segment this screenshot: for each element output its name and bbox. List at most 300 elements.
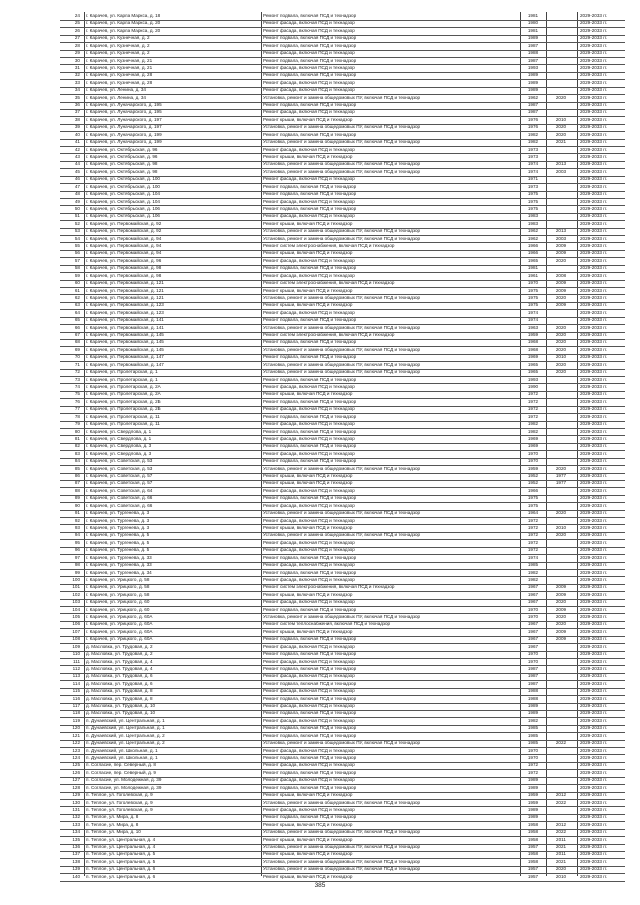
address-cell: г. Карачев, ул. Октябрьская, д. 104 <box>86 191 160 197</box>
year-built-cell: 1988 <box>527 688 539 694</box>
address-cell: г. Карачев, ул. Первомайская, д. 123 <box>86 309 164 315</box>
row-number: 84 <box>74 458 80 464</box>
address-cell: д. Масловка, ул. Трудовая, д. 2 <box>86 651 153 657</box>
row-number: 52 <box>74 220 80 226</box>
row-number: 44 <box>74 161 80 167</box>
row-number: 37 <box>74 109 80 115</box>
row-number: 75 <box>74 391 80 397</box>
year-built-cell: 1963 <box>527 324 539 330</box>
year-built-cell: 1987 <box>527 680 539 686</box>
row-number: 71 <box>74 361 80 367</box>
row-number: 86 <box>74 473 80 479</box>
planned-period-cell: 2029-2033 гг. <box>580 20 608 26</box>
planned-period-cell: 2029-2033 гг. <box>580 57 608 63</box>
year-built-cell: 1975 <box>527 287 539 293</box>
planned-period-cell: 2029-2033 гг. <box>580 658 608 664</box>
year-built-cell: 1972 <box>527 547 539 553</box>
address-cell: г. Карачев, ул. Луначарского, д. 197 <box>86 124 162 130</box>
work-type-cell: Установка, ремонт и замена общедомовых ПУ, включая ПСД и технадзор <box>263 866 421 872</box>
planned-period-cell: 2029-2033 гг. <box>580 324 608 330</box>
address-cell: г. Карачев, ул. Тургенева, д. 3 <box>86 524 150 530</box>
row-number: 36 <box>74 102 80 108</box>
work-type-cell: Ремонт фасада, включая ПСД и технадзор <box>263 257 355 263</box>
address-cell: г. Карачев, ул. Октябрьская, д. 96 <box>86 146 158 152</box>
last-repair-year-cell: 2020 <box>555 332 567 338</box>
year-built-cell: 1989 <box>527 777 539 783</box>
planned-period-cell: 2029-2033 гг. <box>580 844 608 850</box>
work-type-cell: Ремонт подвала, включая ПСД и технадзор <box>263 131 357 137</box>
planned-period-cell: 2029-2033 гг. <box>580 131 608 137</box>
address-cell: г. Карачев, ул. Октябрьская, д. 100 <box>86 176 160 182</box>
year-built-cell: 1968 <box>527 346 539 352</box>
address-cell: д. Масловка, ул. Трудовая, д. 6 <box>86 673 153 679</box>
address-cell: г. Карачев, ул. Советская, д. 66 <box>86 495 153 501</box>
work-type-cell: Ремонт фасада, включая ПСД и технадзор <box>263 64 355 70</box>
year-built-cell: 1989 <box>527 35 539 41</box>
address-cell: г. Карачев, ул. Советская, д. 66 <box>86 502 153 508</box>
year-built-cell: 1982 <box>527 576 539 582</box>
work-type-cell: Ремонт подвала, включая ПСД и технадзор <box>263 710 357 716</box>
planned-period-cell: 2029-2033 гг. <box>580 495 608 501</box>
address-cell: п. Дунаевский, ул. Центральная, д. 1 <box>86 725 165 731</box>
address-cell: г. Карачев, ул. Ленина, д. 34 <box>86 94 146 100</box>
address-cell: г. Карачев, ул. Урицкого, д. 60А <box>86 636 153 642</box>
row-number: 26 <box>74 27 80 33</box>
planned-period-cell: 2029-2033 гг. <box>580 287 608 293</box>
planned-period-cell: 2029-2033 гг. <box>580 524 608 530</box>
address-cell: п. Дунаевский, ул. Школьная, д. 1 <box>86 755 158 760</box>
row-number: 54 <box>74 235 80 241</box>
last-repair-year-cell: 1977 <box>555 480 567 486</box>
year-built-cell: 1989 <box>527 806 539 812</box>
planned-period-cell: 2029-2033 гг. <box>580 146 608 152</box>
last-repair-year-cell: 2020 <box>555 599 567 605</box>
address-cell: д. Масловка, ул. Трудовая, д. 4 <box>86 658 153 664</box>
work-type-cell: Ремонт фасада, включая ПСД и технадзор <box>263 309 355 315</box>
last-repair-year-cell: 2022 <box>555 740 567 746</box>
row-number: 67 <box>74 332 80 338</box>
row-number: 135 <box>72 836 80 842</box>
row-number: 94 <box>74 532 80 538</box>
work-type-cell: Ремонт фасада, включая ПСД и технадзор <box>263 79 355 85</box>
last-repair-year-cell: 2020 <box>555 361 567 367</box>
address-cell: г. Карачев, ул. Октябрьская, д. 98 <box>86 161 158 167</box>
work-type-cell: Ремонт подвала, включая ПСД и технадзор <box>263 814 357 820</box>
planned-period-cell: 2029-2033 гг. <box>580 369 608 375</box>
work-type-cell: Ремонт фасада, включая ПСД и технадзор <box>263 688 355 694</box>
row-number: 61 <box>74 287 80 293</box>
planned-period-cell: 2029-2033 гг. <box>580 235 608 241</box>
work-type-cell: Ремонт фасада, включая ПСД и технадзор <box>263 87 355 93</box>
row-number: 59 <box>74 272 80 278</box>
year-built-cell: 1982 <box>527 569 539 575</box>
work-type-cell: Установка, ремонт и замена общедомовых ПУ, включая ПСД и технадзор <box>263 124 421 130</box>
row-number: 91 <box>74 510 80 516</box>
last-repair-year-cell: 2020 <box>555 94 567 100</box>
planned-period-cell: 2029-2033 гг. <box>580 13 608 18</box>
work-type-cell: Ремонт фасада, включая ПСД и технадзор <box>263 421 355 427</box>
planned-period-cell: 2029-2033 гг. <box>580 87 608 93</box>
year-built-cell: 1962 <box>527 235 539 241</box>
planned-period-cell: 2029-2033 гг. <box>580 710 608 716</box>
planned-period-cell: 2029-2033 гг. <box>580 799 608 805</box>
work-type-cell: Установка, ремонт и замена общедомовых ПУ, включая ПСД и технадзор <box>263 829 421 835</box>
planned-period-cell: 2029-2033 гг. <box>580 554 608 560</box>
work-type-cell: Ремонт подвала, включая ПСД и технадзор <box>263 755 357 760</box>
work-type-cell: Ремонт крыши, включая ПСД и технадзор <box>263 220 353 226</box>
row-number: 66 <box>74 324 80 330</box>
work-type-cell: Установка, ремонт и замена общедомовых ПУ, включая ПСД и технадзор <box>263 168 421 174</box>
planned-period-cell: 2029-2033 гг. <box>580 777 608 783</box>
planned-period-cell: 2029-2033 гг. <box>580 755 608 760</box>
last-repair-year-cell: 2020 <box>555 621 567 627</box>
row-number: 131 <box>72 806 80 812</box>
year-built-cell: 1989 <box>527 79 539 85</box>
row-number: 96 <box>74 547 80 553</box>
planned-period-cell: 2029-2033 гг. <box>580 161 608 167</box>
address-cell: г. Карачев, ул. Первомайская, д. 123 <box>86 302 164 308</box>
year-built-cell: 1989 <box>527 87 539 93</box>
year-built-cell: 1959 <box>527 799 539 805</box>
work-type-cell: Ремонт крыши, включая ПСД и технадзор <box>263 473 353 479</box>
address-cell: г. Карачев, ул. Урицкого, д. 60А <box>86 628 153 634</box>
row-number: 123 <box>72 747 80 753</box>
row-number: 69 <box>74 346 80 352</box>
row-number: 103 <box>72 599 80 605</box>
row-number: 109 <box>72 643 80 649</box>
row-number: 32 <box>74 72 80 78</box>
year-built-cell: 1989 <box>527 710 539 716</box>
work-type-cell: Установка, ремонт и замена общедомовых ПУ, включая ПСД и технадзор <box>263 532 421 538</box>
year-built-cell: 1958 <box>527 821 539 827</box>
year-built-cell: 1969 <box>527 435 539 441</box>
row-number: 102 <box>72 591 80 597</box>
planned-period-cell: 2029-2033 гг. <box>580 569 608 575</box>
last-repair-year-cell: 2011 <box>556 836 566 842</box>
year-built-cell: 1976 <box>527 116 539 122</box>
work-type-cell: Ремонт подвала, включая ПСД и технадзор <box>263 784 357 790</box>
last-repair-year-cell: 2020 <box>555 866 567 872</box>
row-number: 56 <box>74 250 80 256</box>
planned-period-cell: 2029-2033 гг. <box>580 547 608 553</box>
work-type-cell: Ремонт крыши, включая ПСД и технадзор <box>263 873 353 879</box>
last-repair-year-cell: 2009 <box>555 250 567 256</box>
row-number: 76 <box>74 398 80 404</box>
address-cell: г. Карачев, ул. Первомайская, д. 147 <box>86 354 164 360</box>
address-cell: г. Карачев, ул. Первомайская, д. 145 <box>86 332 164 338</box>
work-type-cell: Ремонт фасада, включая ПСД и технадзор <box>263 406 355 412</box>
year-built-cell: 1970 <box>527 747 539 753</box>
last-repair-year-cell: 2020 <box>555 339 567 345</box>
work-type-cell: Установка, ремонт и замена общедомовых ПУ, включая ПСД и технадзор <box>263 361 421 367</box>
last-repair-year-cell: 2010 <box>555 873 567 879</box>
planned-period-cell: 2029-2033 гг. <box>580 443 608 449</box>
row-number: 119 <box>72 717 80 723</box>
address-cell: г. Карачев, ул. Карла Маркса, д. 18 <box>86 13 161 18</box>
row-number: 130 <box>72 799 80 805</box>
last-repair-year-cell: 2009 <box>555 628 567 634</box>
year-built-cell: 1988 <box>527 50 539 56</box>
row-number: 120 <box>72 725 80 731</box>
row-number: 80 <box>74 428 80 434</box>
last-repair-year-cell: 2020 <box>555 324 567 330</box>
row-number: 128 <box>72 784 80 790</box>
planned-period-cell: 2029-2033 гг. <box>580 384 608 389</box>
last-repair-year-cell: 2010 <box>555 116 567 122</box>
planned-period-cell: 2029-2033 гг. <box>580 651 608 657</box>
planned-period-cell: 2029-2033 гг. <box>580 480 608 486</box>
row-number: 126 <box>72 769 80 775</box>
year-built-cell: 1972 <box>527 524 539 530</box>
year-built-cell: 1970 <box>527 614 539 620</box>
planned-period-cell: 2029-2033 гг. <box>580 309 608 315</box>
address-cell: г. Карачев, ул. Урицкого, д. 58 <box>86 584 150 590</box>
work-type-cell: Ремонт подвала, включая ПСД и технадзор <box>263 72 357 78</box>
address-cell: г. Карачев, ул. Луначарского, д. 199 <box>86 139 162 145</box>
planned-period-cell: 2029-2033 гг. <box>580 873 608 879</box>
row-number: 58 <box>74 265 80 271</box>
row-number: 133 <box>72 821 80 827</box>
last-repair-year-cell: 2009 <box>555 584 567 590</box>
year-built-cell: 1981 <box>527 265 539 271</box>
row-number: 82 <box>74 443 80 449</box>
address-cell: г. Карачев, ул. Пролетарская, д. 1 <box>86 376 158 382</box>
row-number: 55 <box>74 243 80 249</box>
work-type-cell: Ремонт фасада, включая ПСД и технадзор <box>263 643 355 649</box>
row-number: 64 <box>74 309 80 315</box>
address-cell: п. Дунаевский, ул. Центральная, д. 2 <box>86 732 165 738</box>
planned-period-cell: 2029-2033 гг. <box>580 740 608 746</box>
year-built-cell: 1993 <box>527 64 539 70</box>
year-built-cell: 1982 <box>527 428 539 434</box>
planned-period-cell: 2029-2033 гг. <box>580 769 608 775</box>
address-cell: п. Дунаевский, ул. Центральная, д. 1 <box>86 717 165 723</box>
work-type-cell: Ремонт фасада, включая ПСД и технадзор <box>263 673 355 679</box>
year-built-cell: 1980 <box>527 20 539 26</box>
row-number: 108 <box>72 636 80 642</box>
row-number: 115 <box>72 688 80 694</box>
year-built-cell: 1965 <box>527 257 539 263</box>
row-number: 90 <box>74 502 80 508</box>
planned-period-cell: 2029-2033 гг. <box>580 243 608 249</box>
planned-period-cell: 2029-2033 гг. <box>580 294 608 300</box>
planned-period-cell: 2029-2033 гг. <box>580 64 608 70</box>
address-cell: п. Теплое, ул. Центральная, д. 6 <box>86 866 156 872</box>
row-number: 81 <box>74 435 80 441</box>
planned-period-cell: 2029-2033 гг. <box>580 317 608 323</box>
planned-period-cell: 2029-2033 гг. <box>580 829 608 835</box>
planned-period-cell: 2029-2033 гг. <box>580 673 608 679</box>
last-repair-year-cell: 2020 <box>555 369 567 375</box>
row-number: 116 <box>72 695 80 701</box>
work-type-cell: Ремонт систем электроснабжения, включая ПСД и технадзор <box>263 584 395 590</box>
work-type-cell: Установка, ремонт и замена общедомовых ПУ, включая ПСД и технадзор <box>263 844 421 850</box>
work-type-cell: Ремонт крыши, включая ПСД и технадзор <box>263 116 353 122</box>
year-built-cell: 1966 <box>527 487 539 493</box>
year-built-cell: 1958 <box>527 829 539 835</box>
year-built-cell: 1974 <box>527 309 539 315</box>
last-repair-year-cell: 2020 <box>555 257 567 263</box>
address-cell: г. Карачев, ул. Советская, д. 64 <box>86 487 153 493</box>
row-number: 70 <box>74 354 80 360</box>
row-number: 127 <box>72 777 80 783</box>
year-built-cell: 1959 <box>527 465 539 471</box>
address-cell: д. Масловка, ул. Трудовая, д. 6 <box>86 680 153 686</box>
address-cell: г. Карачев, ул. Луначарского, д. 197 <box>86 116 162 122</box>
last-repair-year-cell: 2020 <box>555 346 567 352</box>
last-repair-year-cell: 2022 <box>555 799 567 805</box>
address-cell: г. Карачев, ул. Кузнечная, д. 2 <box>86 35 150 41</box>
address-cell: г. Карачев, ул. Октябрьская, д. 98 <box>86 168 158 174</box>
last-repair-year-cell: 2021 <box>555 139 567 145</box>
year-built-cell: 1989 <box>527 814 539 820</box>
last-repair-year-cell: 2010 <box>555 524 567 530</box>
planned-period-cell: 2029-2033 гг. <box>580 413 608 419</box>
year-built-cell: 1987 <box>527 42 539 48</box>
last-repair-year-cell: 2020 <box>555 124 567 130</box>
planned-period-cell: 2029-2033 гг. <box>580 361 608 367</box>
planned-period-cell: 2029-2033 гг. <box>580 450 608 456</box>
work-type-cell: Ремонт подвала, включая ПСД и технадзор <box>263 636 357 642</box>
planned-period-cell: 2029-2033 гг. <box>580 614 608 620</box>
address-cell: г. Карачев, ул. Первомайская, д. 147 <box>86 361 164 367</box>
planned-period-cell: 2029-2033 гг. <box>580 35 608 41</box>
address-cell: г. Карачев, ул. Первомайская, д. 96 <box>86 257 162 263</box>
year-built-cell: 1972 <box>527 539 539 545</box>
last-repair-year-cell: 2009 <box>555 591 567 597</box>
address-cell: г. Карачев, ул. Карла Маркса, д. 20 <box>86 27 161 33</box>
address-cell: п. Согласие, пер. Северный, д. 8 <box>86 762 156 768</box>
year-built-cell: 1974 <box>527 317 539 323</box>
address-cell: п. Согласие, ул. Молодежная, д. 39 <box>86 777 162 783</box>
address-cell: г. Карачев, ул. Луначарского, д. 199 <box>86 131 162 137</box>
year-built-cell: 1967 <box>527 599 539 605</box>
address-cell: г. Карачев, ул. Первомайская, д. 121 <box>86 280 164 286</box>
work-type-cell: Ремонт фасада, включая ПСД и технадзор <box>263 27 355 33</box>
row-number: 25 <box>74 20 80 26</box>
work-type-cell: Ремонт фасада, включая ПСД и технадзор <box>263 384 355 389</box>
last-repair-year-cell: 2020 <box>555 294 567 300</box>
address-cell: г. Карачев, ул. Первомайская, д. 92 <box>86 228 162 234</box>
planned-period-cell: 2029-2033 гг. <box>580 621 608 627</box>
work-type-cell: Ремонт подвала, включая ПСД и технадзор <box>263 458 357 464</box>
work-type-cell: Ремонт подвала, включая ПСД и технадзор <box>263 680 357 686</box>
row-number: 118 <box>72 710 80 716</box>
planned-period-cell: 2029-2033 гг. <box>580 517 608 523</box>
year-built-cell: 1989 <box>527 784 539 790</box>
year-built-cell: 1974 <box>527 554 539 560</box>
planned-period-cell: 2029-2033 гг. <box>580 124 608 130</box>
year-built-cell: 1972 <box>527 532 539 538</box>
year-built-cell: 1975 <box>527 294 539 300</box>
planned-period-cell: 2029-2033 гг. <box>580 591 608 597</box>
work-type-cell: Ремонт подвала, включая ПСД и технадзор <box>263 102 357 108</box>
year-built-cell: 1957 <box>527 873 539 879</box>
work-type-cell: Ремонт крыши, включая ПСД и технадзор <box>263 302 353 308</box>
planned-period-cell: 2029-2033 гг. <box>580 502 608 508</box>
work-type-cell: Ремонт крыши, включая ПСД и технадзор <box>263 836 353 842</box>
row-number: 72 <box>74 369 80 375</box>
work-type-cell: Установка, ремонт и замена общедомовых ПУ, включая ПСД и технадзор <box>263 161 421 167</box>
work-type-cell: Ремонт систем электроснабжения, включая ПСД и технадзор <box>263 332 395 338</box>
row-number: 77 <box>74 406 80 412</box>
year-built-cell: 1987 <box>527 57 539 63</box>
work-type-cell: Установка, ремонт и замена общедомовых ПУ, включая ПСД и технадзор <box>263 324 421 330</box>
planned-period-cell: 2029-2033 гг. <box>580 27 608 33</box>
planned-period-cell: 2029-2033 гг. <box>580 606 608 612</box>
work-type-cell: Ремонт подвала, включая ПСД и технадзор <box>263 339 357 345</box>
address-cell: п. Теплое, ул. Мира, д. 10 <box>86 829 141 835</box>
address-cell: г. Карачев, ул. Тургенева, д. 34 <box>86 569 152 575</box>
work-type-cell: Ремонт фасада, включая ПСД и технадзор <box>263 272 355 278</box>
row-number: 63 <box>74 302 80 308</box>
row-number: 125 <box>72 762 80 768</box>
row-number: 121 <box>72 732 80 738</box>
year-built-cell: 1985 <box>527 562 539 568</box>
address-cell: г. Карачев, ул. Первомайская, д. 92 <box>86 220 162 226</box>
work-type-cell: Ремонт подвала, включая ПСД и технадзор <box>263 354 357 360</box>
planned-period-cell: 2029-2033 гг. <box>580 866 608 872</box>
page-number: 385 <box>314 882 326 889</box>
year-built-cell: 1972 <box>527 398 539 404</box>
year-built-cell: 1972 <box>527 391 539 397</box>
year-built-cell: 1972 <box>527 769 539 775</box>
address-cell: г. Карачев, ул. Октябрьская, д. 104 <box>86 198 160 204</box>
address-cell: г. Карачев, ул. Тургенева, д. 3 <box>86 517 150 523</box>
row-number: 132 <box>72 814 80 820</box>
address-cell: г. Карачев, ул. Урицкого, д. 58 <box>86 576 150 582</box>
address-cell: г. Карачев, ул. Первомайская, д. 141 <box>86 317 164 323</box>
row-number: 60 <box>74 280 80 286</box>
work-type-cell: Ремонт фасада, включая ПСД и технадзор <box>263 450 355 456</box>
last-repair-year-cell: 2021 <box>555 858 567 864</box>
address-cell: г. Карачев, ул. Урицкого, д. 60 <box>86 599 150 605</box>
address-cell: г. Карачев, ул. Первомайская, д. 145 <box>86 346 164 352</box>
work-type-cell: Ремонт крыши, включая ПСД и технадзор <box>263 287 353 293</box>
planned-period-cell: 2029-2033 гг. <box>580 250 608 256</box>
address-cell: г. Карачев, ул. Свердлова, д. 1 <box>86 428 152 434</box>
year-built-cell: 1974 <box>527 168 539 174</box>
planned-period-cell: 2029-2033 гг. <box>580 806 608 812</box>
planned-period-cell: 2029-2033 гг. <box>580 532 608 538</box>
address-cell: г. Карачев, ул. Первомайская, д. 145 <box>86 339 164 345</box>
year-built-cell: 1982 <box>527 131 539 137</box>
last-repair-year-cell: 2013 <box>555 161 567 167</box>
planned-period-cell: 2029-2033 гг. <box>580 487 608 493</box>
work-type-cell: Ремонт подвала, включая ПСД и технадзор <box>263 695 357 701</box>
address-cell: г. Карачев, ул. Октябрьская, д. 106 <box>86 213 160 219</box>
planned-period-cell: 2029-2033 гг. <box>580 732 608 738</box>
year-built-cell: 1975 <box>527 302 539 308</box>
year-built-cell: 1970 <box>527 606 539 612</box>
year-built-cell: 1965 <box>527 361 539 367</box>
work-type-cell: Ремонт систем электроснабжения, включая ПСД и технадзор <box>263 280 395 286</box>
work-type-cell: Ремонт фасада, включая ПСД и технадзор <box>263 547 355 553</box>
row-number: 41 <box>74 139 80 145</box>
planned-period-cell: 2029-2033 гг. <box>580 398 608 404</box>
work-type-cell: Ремонт фасада, включая ПСД и технадзор <box>263 717 355 723</box>
row-number: 87 <box>74 480 80 486</box>
last-repair-year-cell: 2009 <box>555 606 567 612</box>
year-built-cell: 1974 <box>527 161 539 167</box>
planned-period-cell: 2029-2033 гг. <box>580 79 608 85</box>
row-number: 100 <box>72 576 80 582</box>
work-type-cell: Ремонт подвала, включая ПСД и технадзор <box>263 265 357 271</box>
planned-period-cell: 2029-2033 гг. <box>580 562 608 568</box>
work-type-cell: Ремонт крыши, включая ПСД и технадзор <box>263 792 353 798</box>
row-number: 97 <box>74 554 80 560</box>
row-number: 73 <box>74 376 80 382</box>
